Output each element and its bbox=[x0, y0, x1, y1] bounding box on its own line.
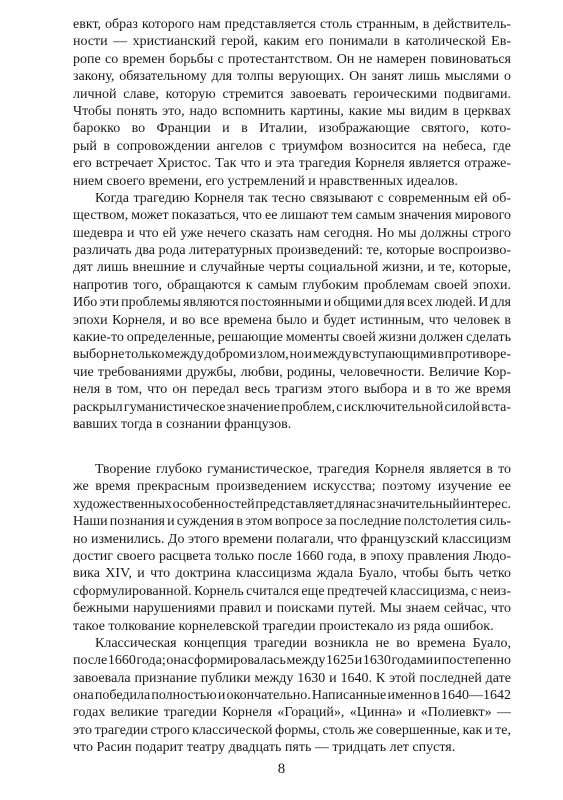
text-line: вика XIV, и что доктрина классицизма ждала Буало, чтобы быть четко bbox=[73, 566, 511, 582]
text-line: ности — христианский герой, каким его понимали в католической Ев- bbox=[73, 34, 511, 50]
text-line: Ибо эти проблемы являются постоянными и общими для всех людей. И для bbox=[73, 295, 511, 311]
text-line: сформулированной. Корнель считался еще предтечей классицизма, с неиз- bbox=[73, 583, 511, 599]
page-number: 8 bbox=[277, 761, 286, 777]
text-line: какие-то определенные, решающие моменты своей жизни должен сделать bbox=[73, 330, 511, 346]
text-line: после 1660 года; она сформировалась между 1625 и 1630 годами и постепенно bbox=[73, 653, 511, 669]
text-line: евкт, образ которого нам представляется столь странным, в действитель- bbox=[73, 17, 511, 32]
paragraph-4 bbox=[73, 635, 511, 757]
text-line: вавших тогда в сознании французов. bbox=[73, 416, 292, 432]
text-line: выбор не только между добром и злом, но и между вступающими в противоре- bbox=[73, 347, 511, 363]
text-line: бежными нарушениями правил и поисками путей. Мы знаем сейчас, что bbox=[73, 601, 511, 617]
text-line: Творение глубоко гуманистическое, трагедия Корнеля является в то bbox=[95, 462, 511, 477]
text-line: различать два рода литературных произведений: те, которые воспроизво- bbox=[73, 243, 511, 259]
text-line: неля в том, что он передал весь трагизм этого выбора и в то же время bbox=[73, 382, 511, 398]
text-line: раскрыл гуманистическое значение проблем, с исключительной силой вста- bbox=[73, 399, 511, 415]
text-line: но изменились. До этого времени полагали, что французский классицизм bbox=[73, 531, 511, 547]
text-line: что Расин подарит театру двадцать пять — тридцать лет спустя. bbox=[73, 740, 456, 756]
paragraph-1 bbox=[73, 16, 511, 190]
text-line: нием своего времени, его устремлений и нравственных идеалов. bbox=[73, 173, 458, 189]
text-line: это трагедии строго классической формы, столь же совершенные, как и те, bbox=[73, 722, 511, 738]
text-line: годах великие трагедии Корнеля «Гораций», «Цинна» и «Полиевкт» — bbox=[73, 705, 511, 721]
text-line: Классическая концепция трагедии возникла не во времена Буало, bbox=[95, 635, 511, 651]
text-line: личной славе, которую стремится завоевать героическими подвигами. bbox=[73, 86, 511, 102]
paragraph-2 bbox=[73, 190, 511, 433]
text-line: завоевала признание публики между 1630 и 1640. К этой последней дате bbox=[73, 670, 511, 686]
text-line: ществом, может показаться, что ее лишают тем самым значения мирового bbox=[73, 208, 511, 224]
text-block-lower bbox=[73, 461, 511, 757]
paragraph-3 bbox=[73, 461, 511, 635]
text-line: достиг своего расцвета только после 1660 года, в эпоху правления Людо- bbox=[73, 548, 511, 564]
text-line: дят лишь внешние и случайные черты социальной жизни, и те, которые, bbox=[73, 260, 511, 276]
text-line: такое толкование корнелевской трагедии проистекало из ряда ошибок. bbox=[73, 618, 494, 634]
text-line: же время прекрасным произведением искусства; поэтому изучение ее bbox=[73, 479, 511, 495]
text-line: она победила полностью и окончательно. Написанные именно в 1640—1642 bbox=[73, 688, 511, 704]
text-line: закону, обязательному для толпы верующих. Он занят лишь мыслями о bbox=[73, 69, 511, 85]
text-line: Чтобы понять это, надо вспомнить картины, какие мы видим в церквах bbox=[73, 103, 511, 119]
text-line: Когда трагедию Корнеля так тесно связывают с современным ей об- bbox=[95, 190, 511, 206]
text-block-upper bbox=[73, 16, 511, 433]
text-line: чие требованиями дружбы, любви, родины, человечности. Величие Кор- bbox=[73, 364, 511, 380]
text-line: его встречает Христос. Так что и эта трагедия Корнеля является отраже- bbox=[73, 156, 511, 172]
text-line: рый в сопровождении ангелов с триумфом возносится на небеса, где bbox=[73, 138, 511, 154]
text-line: шедевра и что ей уже нечего сказать нам сегодня. Но мы должны строго bbox=[73, 225, 511, 241]
text-line: ропе со времен борьбы с протестантством. Он не намерен повиноваться bbox=[73, 51, 511, 67]
text-line: Наши познания и суждения в этом вопросе за последние полстолетия силь- bbox=[73, 514, 511, 530]
text-line: напротив того, обращаются к самым глубоким проблемам своей эпохи. bbox=[73, 277, 511, 293]
text-line: художественных особенностей представляет для нас значительный интерес. bbox=[73, 496, 511, 512]
text-line: барокко во Франции и в Италии, изображающие святого, кото- bbox=[73, 121, 511, 137]
text-line: эпохи Корнеля, и во все времена было и будет истинным, что человек в bbox=[73, 312, 511, 328]
